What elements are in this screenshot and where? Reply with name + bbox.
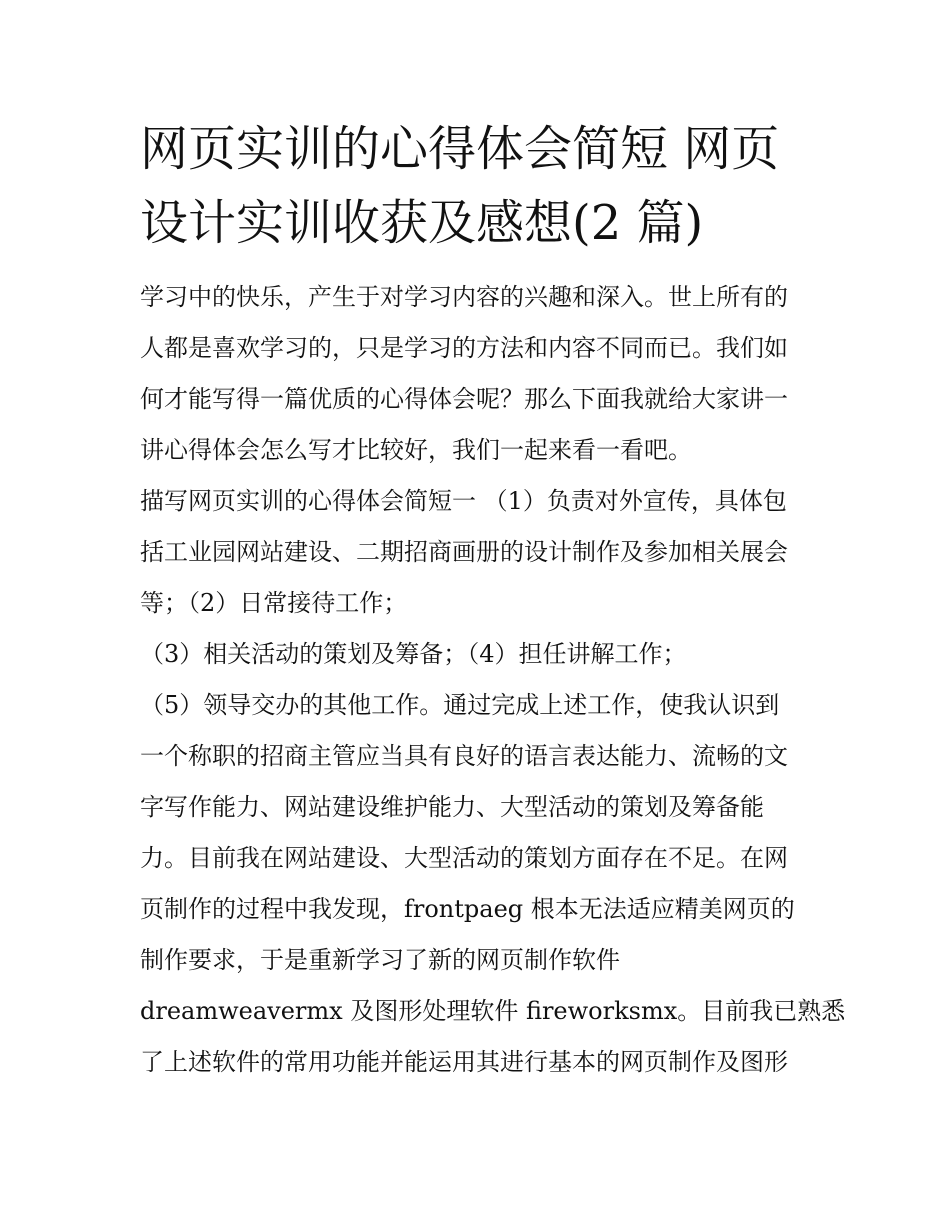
body-line: 讲心得体会怎么写才比较好，我们一起来看一看吧。 — [140, 436, 692, 464]
body-line: 了上述软件的常用功能并能运用其进行基本的网页制作及图形 — [140, 1048, 788, 1076]
body-line: 人都是喜欢学习的，只是学习的方法和内容不同而已。我们如 — [140, 334, 788, 362]
body-line: 一个称职的招商主管应当具有良好的语言表达能力、流畅的文 — [140, 742, 788, 770]
body-line: 何才能写得一篇优质的心得体会呢？那么下面我就给大家讲一 — [140, 385, 788, 413]
body-line: 制作要求，于是重新学习了新的网页制作软件 — [140, 946, 620, 974]
document-body — [140, 272, 846, 1088]
body-line: 描写网页实训的心得体会简短一 （1）负责对外宣传，具体包 — [140, 487, 787, 515]
body-line: dreamweavermx 及图形处理软件 fireworksmx。目前我已熟悉 — [140, 997, 846, 1025]
body-line: 力。目前我在网站建设、大型活动的策划方面存在不足。在网 — [140, 844, 788, 872]
body-line: 括工业园网站建设、二期招商画册的设计制作及参加相关展会 — [140, 538, 788, 566]
body-line: （5）领导交办的其他工作。通过完成上述工作，使我认识到 — [140, 691, 780, 719]
body-line: 字写作能力、网站建设维护能力、大型活动的策划及筹备能 — [140, 793, 764, 821]
document-page — [140, 112, 846, 1088]
body-line: （3）相关活动的策划及筹备；（4）担任讲解工作； — [140, 640, 687, 668]
title-line: 网页实训的心得体会简短 网页 — [140, 121, 780, 177]
body-line: 等；（2）日常接待工作； — [140, 589, 408, 617]
body-line: 页制作的过程中我发现，frontpaeg 根本无法适应精美网页的 — [140, 895, 795, 923]
title-line: 设计实训收获及感想(2 篇) — [140, 195, 704, 251]
document-title — [140, 112, 816, 260]
body-line: 学习中的快乐，产生于对学习内容的兴趣和深入。世上所有的 — [140, 283, 788, 311]
